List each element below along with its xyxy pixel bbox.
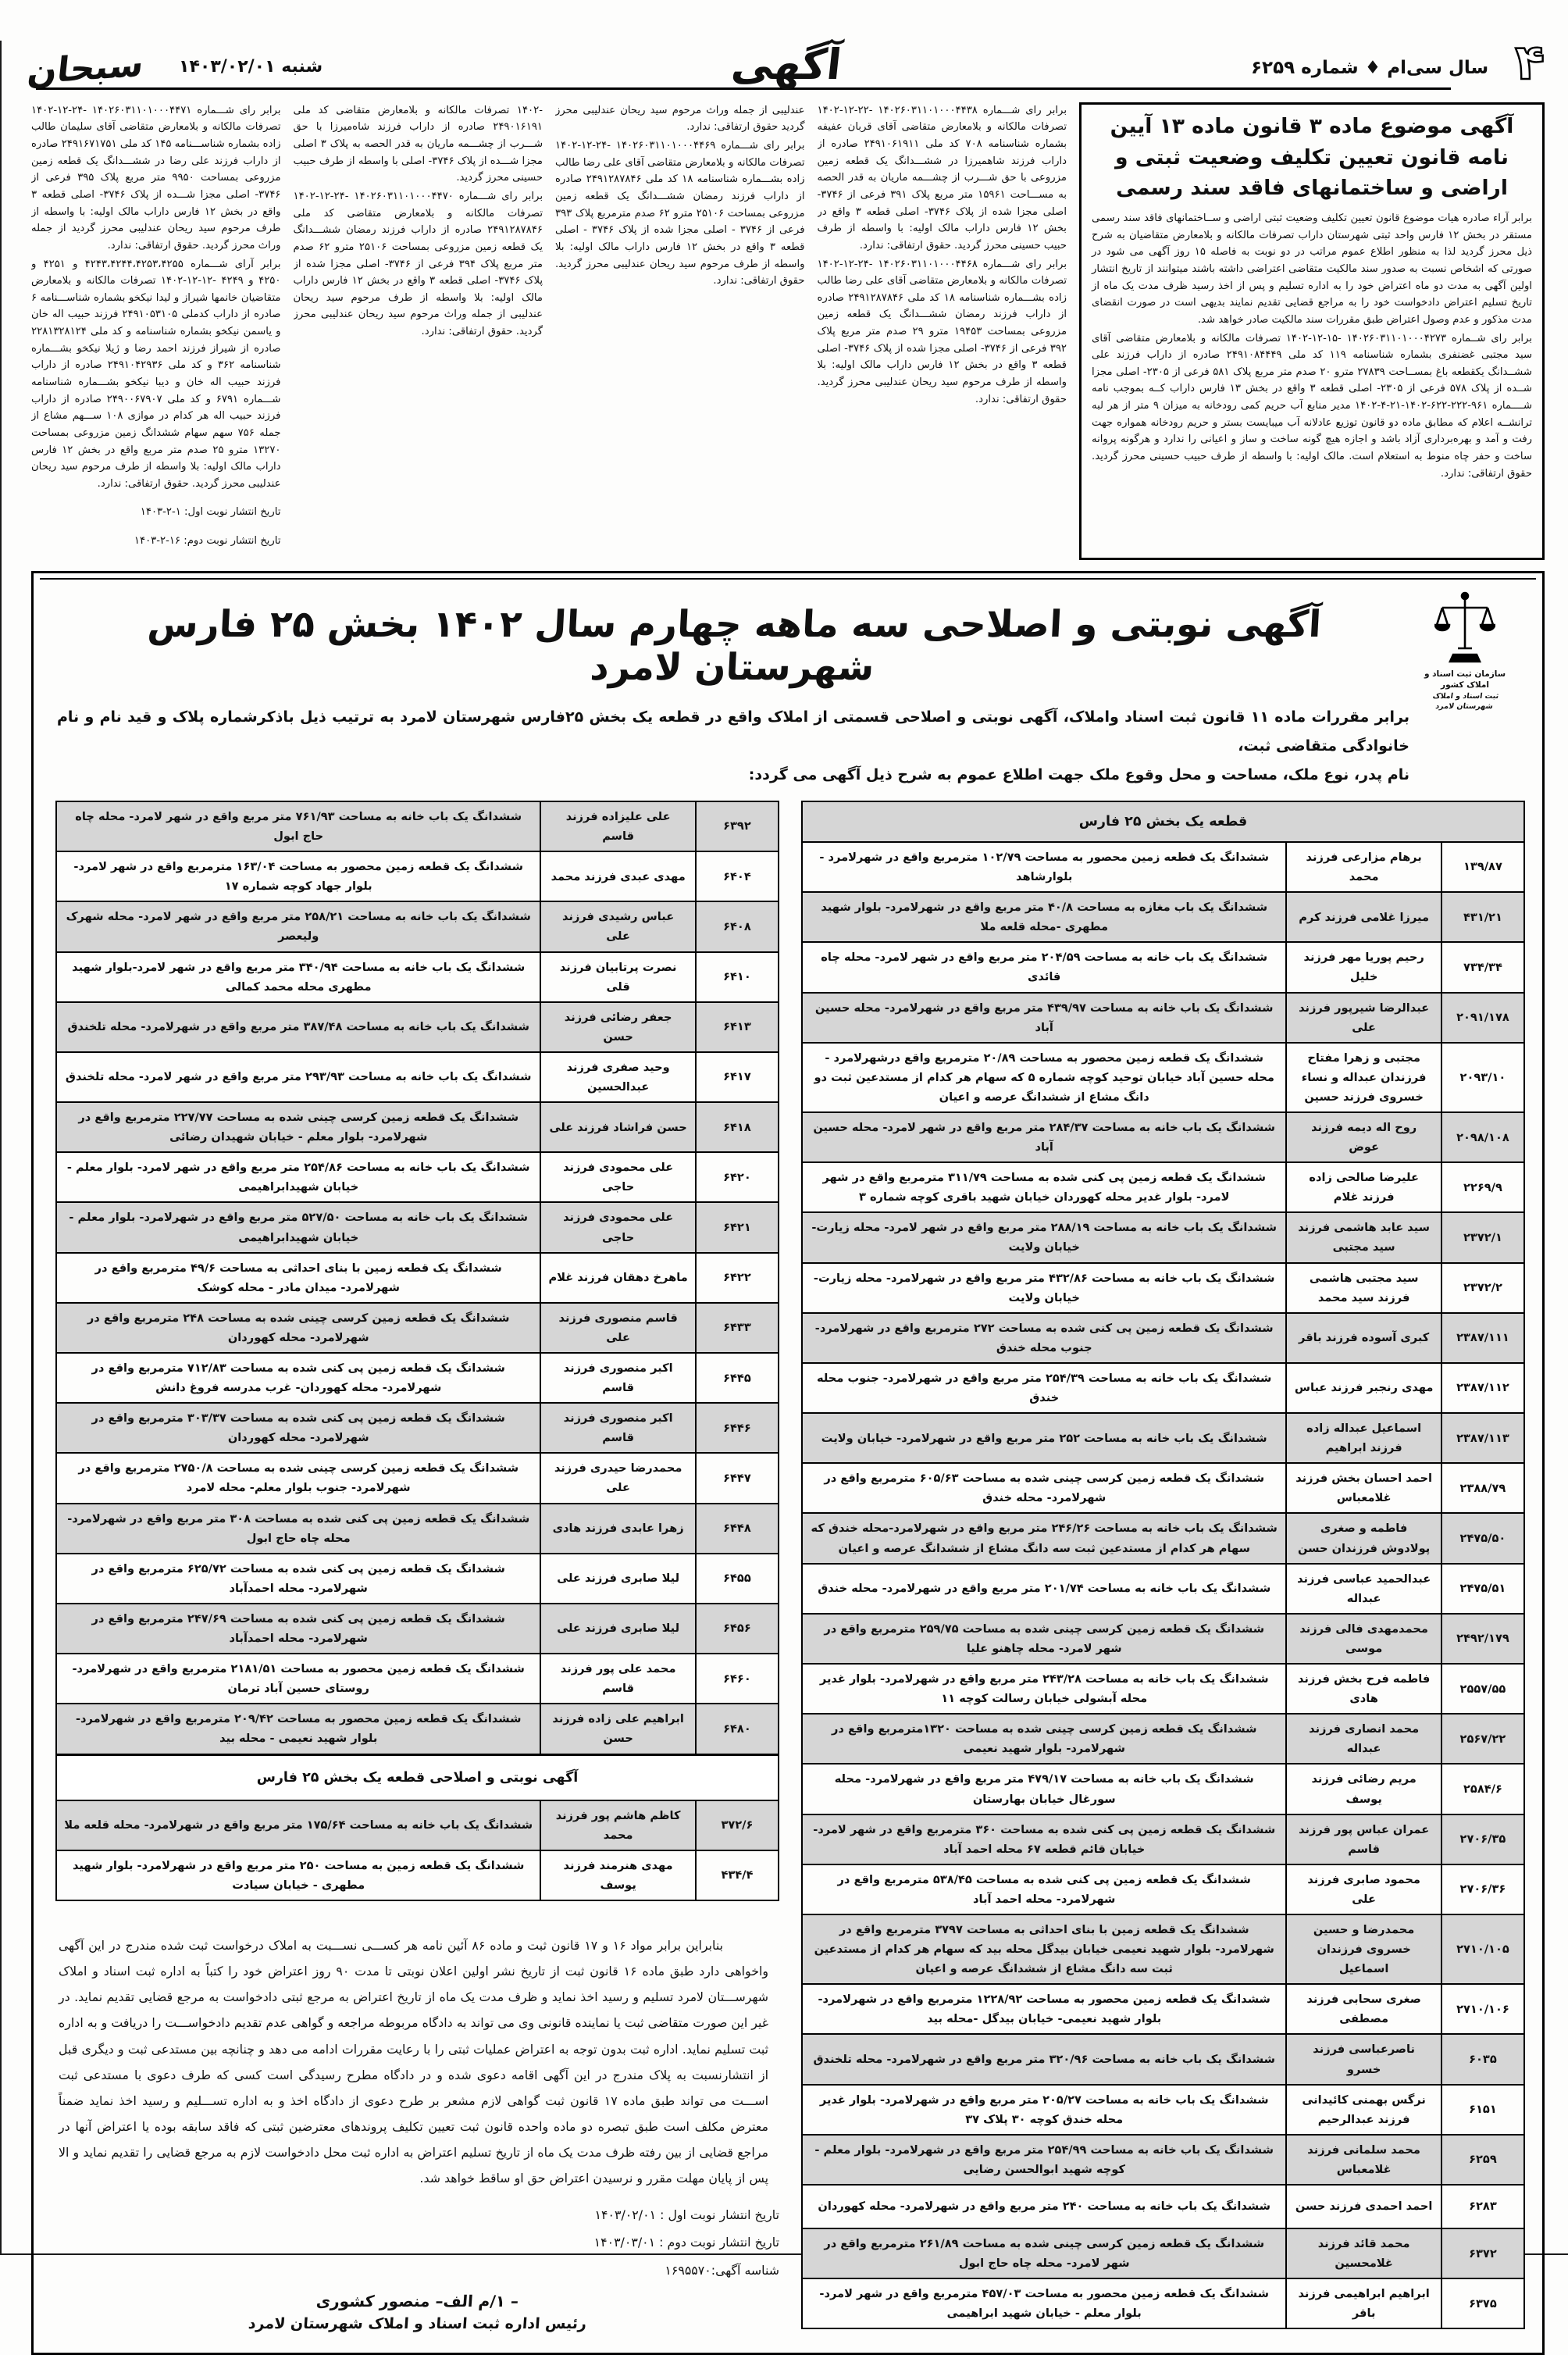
owner-name-cell: کاظم هاشم پور فرزند محمد — [540, 1801, 694, 1850]
darab-notices-section — [31, 102, 1545, 560]
owner-name-cell: سید عابد هاشمی فرزند سید مجتبی — [1285, 1213, 1440, 1261]
owner-name-cell: عبدالرضا شیرپور فرزند علی — [1285, 994, 1440, 1042]
table-row — [803, 1213, 1523, 1263]
left-table-body — [57, 802, 778, 1755]
plot-number-cell: ۲۴۷۵/۵۰ — [1441, 1514, 1523, 1562]
notice-box — [1079, 102, 1545, 560]
paper-logo: سبحان — [25, 45, 146, 93]
table-row — [57, 1604, 778, 1654]
table-row — [57, 1851, 778, 1900]
darab-pub-date-2: تاریخ انتشار نوبت دوم: ۱۶-۲-۱۴۰۳ — [134, 534, 281, 547]
notice-paragraph: عندلیبی از جمله وراث مرحوم سید ریحان عندلیبی محرز گردید حقوق ارتفاقی: ندارد. — [555, 104, 805, 134]
owner-name-cell: میرزا غلامی فرزند کرم — [1285, 893, 1440, 941]
plot-desc-cell: ششدانگ یک قطعه زمین به مساحت ۲۵۰ متر مربع واقع در شهرلامرد- بلوار شهید مطهری - خیابان سیادت — [73, 1858, 525, 1892]
plot-desc-cell: ششدانگ یک قطعه زمین پی کنی شده به مساحت ۳۰۸ متر مربع واقع در شهرلامرد- محله چاه حاج ابول — [67, 1511, 530, 1545]
plot-number-cell: ۲۳۸۸/۷۹ — [1441, 1464, 1523, 1512]
plot-number-cell: ۲۲۶۹/۹ — [1441, 1163, 1523, 1211]
owner-name-cell: ابراهیم ابراهیمی فرزند باقر — [1285, 2279, 1440, 2328]
owner-name-cell: مهدی هنرمند فرزند یوسف — [540, 1851, 694, 1900]
plot-desc-cell: ششدانگ یک قطعه زمین محصور به مساحت ۲۱۸۱/۵۱ مترمربع واقع در شهرلامرد- روستای حسین آباد ترمان — [72, 1662, 525, 1696]
plot-desc-cell: ششدانگ یک قطعه زمین محصور به مساحت ۱۰۲/۷۹ مترمربع واقع در شهرلامرد - بلوارشاهد — [819, 850, 1269, 884]
table-row — [803, 1985, 1523, 2035]
notice-paragraph: برابر رای شـــماره ۱۴۰۲۶۰۳۱۱۰۱۰۰۰۴۴۷۰ -۲۴-۱۲-۱۴۰۲ تصرفات مالکانه و بلامعارض متقاضی کد ملی ۲۴۹۱۲۸۷۸۴۶ صادره از داراب فرزند رمضان ششـــدانگ یک قطعه زمین مزروعی بمساحت ۲۵۱۰۶ مترو ۶۲ صدم متر مربع پلاک ۳۹۴ فرعی از ۳۷۴۶- اصلی مجزا شده از پلاک ۳۷۴۶- اصلی قطعه ۳ واقع در بخش ۱۲ فارس داراب مالک اولیه: بلا واسطه از طرف مرحوم سید ریحان عندلیبی از جمله وراث مرحوم سید ریحان عندلیبی محرز گردید. حقوق ارتفاقی: ندارد. — [293, 191, 543, 338]
plot-number-cell: ۶۴۱۳ — [695, 1003, 778, 1051]
owner-name-cell: صغری سحابی فرزند مصطفی — [1285, 1985, 1440, 2033]
page-header — [25, 34, 1545, 93]
date-label: شنبه ۱۴۰۳/۰۲/۰۱ — [179, 56, 323, 77]
table-row — [57, 1354, 778, 1404]
owner-name-cell: محمدمهدی فالی فرزند موسی — [1285, 1615, 1440, 1663]
notice-paragraph: برابر رای شـــماره ۱۴۰۲۶۰۳۱۱۰۱۰۰۰۴۴۷۱ -۲۴-۱۲-۱۴۰۲ تصرفات مالکانه و بلامعارض متقاضی آقای سلیمان طالب زاده بشماره شناســـنامه ۱۴۵ کد ملی ۲۴۹۱۶۷۱۷۵۱ صادره از داراب فرزند علی رضا در ششـــدانگ یک قطعه زمین مزروعی بمساحت ۹۹۵۰ متر مربع پلاک ۳۹۵ فرعی از ۳۷۴۶- اصلی مجزا شـــده از پلاک ۳۷۴۶- اصلی قطعه ۳ واقع در بخش ۱۲ فارس داراب مالک اولیه: با واسطه از طرف مرحوم سید ریحان عندلیبی محرز گردید از جمله وراث محرز گردید. حقوق ارتفاقی: ندارد. — [31, 104, 281, 252]
plot-number-cell: ۱۳۹/۸۷ — [1441, 843, 1523, 891]
plot-number-cell: ۲۴۹۲/۱۷۹ — [1441, 1615, 1523, 1663]
owner-name-cell: نرگس بهمنی کائیدانی فرزند عبدالرحیم — [1285, 2086, 1440, 2134]
table-row — [803, 1514, 1523, 1564]
table-row — [803, 1414, 1523, 1464]
plot-number-cell: ۶۴۶۰ — [695, 1654, 778, 1703]
plot-number-cell: ۲۳۸۷/۱۱۳ — [1441, 1414, 1523, 1462]
plot-number-cell: ۶۳۹۲ — [695, 802, 778, 851]
plot-number-cell: ۶۴۲۱ — [695, 1203, 778, 1251]
owner-name-cell: عبدالحمید عباسی فرزند عبداله — [1285, 1565, 1440, 1613]
owner-name-cell: محمدرضا و حسین خسروی فرزندان اسماعیل — [1285, 1915, 1440, 1983]
plot-number-cell: ۶۴۱۸ — [695, 1103, 778, 1151]
plot-desc-cell: ششدانگ یک قطعه زمین کرسی چینی شده به مساحت ۲۲۷/۷۷ مترمربع واقع در شهرلامرد- بلوار معلم - خیابان شهیدان رضائی — [78, 1111, 519, 1144]
owner-name-cell: احمد احمدی فرزند حسن — [1285, 2186, 1440, 2228]
owner-name-cell: عباس رشیدی فرزند علی — [540, 902, 694, 951]
plot-number-cell: ۲۴۷۵/۵۱ — [1441, 1565, 1523, 1613]
plot-number-cell: ۶۴۴۵ — [695, 1354, 778, 1402]
plot-number-cell: ۶۴۵۵ — [695, 1554, 778, 1603]
plot-desc-cell: ششدانگ یک قطعه زمین کرسی چینی شده به مساحت ۶۰۵/۶۳ مترمربع واقع در شهرلامرد- محله خندق — [824, 1472, 1265, 1505]
notice-paragraph: -۱۴۰۲ تصرفات مالکانه و بلامعارض متقاضی کد ملی ۲۴۹۰۱۶۱۹۱ صادره از داراب فرزند شاه‌میرزا با حق شـــرب از چشـــمه ماریان به قدر الحصه به پلاک ۳ اصلی مجزا شـــده از پلاک ۳۷۴۶- اصلی با واسطه از طرف حبیب حسینی محرز گردید. — [293, 104, 543, 184]
table-row — [803, 2086, 1523, 2136]
table-row — [803, 1314, 1523, 1364]
table-row — [57, 1103, 778, 1153]
plots-tables — [34, 796, 1542, 2332]
plot-desc-cell: ششدانگ یک باب خانه به مساحت ۲۵۲ متر مربع واقع در شهرلامرد- خیابان ولایت — [821, 1431, 1267, 1445]
notice-paragraph: برابر رای شـــماره ۱۴۰۲۶۰۳۱۱۰۱۰۰۰۴۴۳۸ -۲۲-۱۲-۱۴۰۲ تصرفات مالکانه و بلامعارض متقاضی آقای قربان عفیفه بشماره شناسنامه ۷۰۸ کد ملی ۲۴۹۱۰۶۱۹۱۱ صادره از داراب فرزند شاهمیرزا در ششـــدانگ یک قطعه زمین مزروعی با حق شـــرب از چشـــمه ماریان به قدر الحصه به مســـاحت ۱۵۹۶۱ متر مربع پلاک ۳۹۱ فرعی از ۳۷۴۶- اصلی مجزا شده از پلاک ۳۷۴۶- اصلی قطعه ۳ واقع در بخش ۱۲ فارس داراب مالک اولیه: با واسطه از طرف حبیب حسینی محرز گردید. حقوق ارتفاقی: ندارد. — [817, 104, 1067, 252]
notice-paragraph: برابر رای شـــماره ۱۴۰۲۶۰۳۱۱۰۱۰۰۰۴۴۶۹ -۲۴-۱۲-۱۴۰۲ تصرفات مالکانه و بلامعارض متقاضی آقای علی رضا طالب زاده بشـــماره شناسنامه ۱۸ کد ملی ۲۴۹۱۲۸۷۸۴۶ صادره از داراب فرزند رمضان ششـــدانگ یک قطعه زمین مزروعی بمساحت ۲۵۱۰۶ مترو ۶۲ صدم مترمربع پلاک ۳۹۳ فرعی از ۳۷۴۶ - اصلی مجزا شده از پلاک ۳۷۴۶ - اصلی قطعه ۳ واقع در بخش ۱۲ فارس داراب مالک اولیه: بلا واسطه از طرف مرحوم سید ریحان عندلیبی محرز گردید. حقوق ارتفاقی: ندارد. — [555, 140, 805, 287]
table-row — [803, 994, 1523, 1044]
plot-number-cell: ۴۳۱/۲۱ — [1441, 893, 1523, 941]
plot-desc-cell: ششدانگ یک باب مغازه به مساحت ۴۰/۸ متر مربع واقع در شهرلامرد- بلوار شهید مطهری -محله قلعه ملا — [821, 901, 1268, 934]
left-table-half — [55, 801, 779, 2332]
title-band — [34, 580, 1542, 712]
plot-desc-cell: ششدانگ یک قطعه زمین کرسی چینی شده به مساحت ۲۷۵۰/۸ مترمربع واقع در شهرلامرد- جنوب بلوار معلم- محله لامرد — [78, 1461, 519, 1495]
owner-name-cell: قاسم منصوری فرزند علی — [540, 1304, 694, 1352]
notice-paragraph: برابر آرای شـــماره ۴۲۴۳،۴۲۴۴،۴۲۵۳،۴۲۵۵ و ۴۲۵۱ و ۴۲۵۰ و ۴۲۴۹ -۱۲-۱۲-۱۴۰۲ تصرفات مالکانه و بلامعارض متقاضیان خانمها شیراز و لیدا نیکخو بشماره شناســـنامه ۶ صادره از داراب کدملی ۲۴۹۱۰۵۳۱۰۵ فرزند حبیب اله خان و یاسمن نیکخو بشماره شناسنامه و کد ملی ۲۲۸۱۳۲۸۱۲۴ صادره از شیراز فرزند احمد رضا و ژیلا نیکخو بشـــماره شناسنامه ۳۶۲ و کد ملی ۲۴۹۱۰۴۲۹۳۶ صادره از داراب فرزند حبیب اله خان و دیبا نیکخو بشـــماره شناسنامه شـــماره ۶۷۹۱ و کد ملی ۲۴۹۰۰۶۷۹۰۷ صادره از داراب فرزند حبیب اله هر کدام در موازی ۱۰۸ ســـهم مشاع از جمله ۷۵۶ سهم سهام ششدانگ زمین مزروعی بمساحت ۱۳۲۷۰ مترو ۲۵ صدم متر مربع واقع در بخش ۱۲ فارس داراب مالک اولیه: بلا واسطه از طرف مرحوم سید ریحان عندلیبی محرز گردید. حقوق ارتفاقی: ندارد. — [31, 258, 281, 490]
owner-name-cell: سید مجتبی هاشمی فرزند سید محمد — [1285, 1264, 1440, 1312]
table-row — [803, 1364, 1523, 1414]
owner-name-cell: احمد احسان بخش فرزند غلامعباس — [1285, 1464, 1440, 1512]
plot-number-cell: ۲۷۱۰/۱۰۵ — [1441, 1915, 1523, 1983]
table-row — [803, 1665, 1523, 1715]
notice-box-title: آگهی موضوع ماده ۳ قانون ماده ۱۳ آیین نامه قانون تعیین تکلیف وضعیت ثبتی و اراضی و ساختمانهای فاقد سند رسمی — [1110, 113, 1514, 201]
plot-desc-cell: ششدانگ یک باب خانه به مساحت ۲۰۵/۲۷ متر مربع واقع در شهرلامرد- بلوار غدیر محله خندق کوچه ۳۰ پلاک ۳۷ — [819, 2093, 1269, 2126]
plot-number-cell: ۶۴۴۸ — [695, 1504, 778, 1553]
plot-number-cell: ۲۳۷۲/۲ — [1441, 1264, 1523, 1312]
owner-name-cell: فاطمه و صغری پولادوش فرزندان حسن — [1285, 1514, 1440, 1562]
notice-column-3 — [294, 102, 543, 560]
plot-desc-cell: ششدانگ یک باب خانه به مساحت ۴۳۲/۸۶ متر مربع واقع در شهرلامرد- محله زیارت- خیابان ولایت — [813, 1271, 1275, 1304]
table-row — [803, 943, 1523, 993]
owner-name-cell: عمران عباس پور فرزند قاسم — [1285, 1815, 1440, 1864]
plot-desc-cell: ششدانگ یک باب خانه به مساحت ۲۰۱/۷۴ متر مربع واقع در شهرلامرد- محله خندق — [818, 1582, 1271, 1596]
intro-line-1: برابر مقررات ماده ۱۱ قانون ثبت اسناد واملاک، آگهی نوبتی و اصلاحی قسمتی از املاک واقع در قطعه یک بخش ۲۵فارس شهرستان لامرد به ترتیب ذیل باذکرشماره پلاک و قید نام و نام خانوادگی متقاضی ثبت، — [57, 708, 1409, 755]
owner-name-cell: لیلا صابری فرزند علی — [540, 1604, 694, 1653]
table-row — [803, 2279, 1523, 2328]
plot-number-cell: ۴۳۴/۴ — [695, 1851, 778, 1900]
page-number: ۴ — [1515, 34, 1545, 91]
table-row — [803, 1815, 1523, 1865]
plot-number-cell: ۲۷۰۶/۳۶ — [1441, 1865, 1523, 1914]
plot-desc-cell: ششدانگ یک باب خانه به مساحت ۲۴۰ متر مربع واقع در شهرلامرد- محله کهوردان — [818, 2200, 1271, 2214]
scales-of-justice-icon — [1434, 591, 1495, 665]
plot-desc-cell: ششدانگ یک باب خانه به مساحت ۲۰۴/۵۹ متر مربع واقع در شهر لامرد- محله چاه قائدی — [821, 951, 1268, 984]
plot-desc-cell: ششدانگ یک باب خانه به مساحت ۲۵۴/۸۶ متر مربع واقع در شهر لامرد- بلوار معلم - خیابان شهیدابراهیمی — [66, 1161, 530, 1194]
table-row — [57, 1153, 778, 1203]
signature-title: رئیس اداره ثبت اسناد و املاک شهرستان لامرد — [248, 2315, 587, 2333]
ad-id: شناسه آگهی:۱۶۹۵۵۷۰ — [665, 2262, 779, 2278]
table-row — [803, 1163, 1523, 1213]
table-row — [57, 953, 778, 1003]
left-table-body-2 — [57, 1801, 778, 1900]
closing-paragraph: بنابراین برابر مواد ۱۶ و ۱۷ قانون ثبت و ماده ۸۶ آئین نامه هر کســـی نســـبت به املاک درخواست ثبت شده مندرج در این آگهی واخواهی دارد طبق ماده ۱۶ قانون ثبت از تاریخ نشر اولین اعلان نوبتی تا مدت ۹۰ روز اعتراض خود را کتباً به اداره ثبت اسناد و املاک شهرســـتان لامرد تسلیم و رسید اخذ نماید و ظرف مدت یک ماه از تاریخ اعتراض به مرجع ثبتی دادخواست به مرجع قضایی تقدیم نماید. در غیر این صورت متقاضی ثبت یا نماینده قانونی وی می تواند به دادگاه مربوطه مراجعه و گواهی عدم تقدیم دادخواســـت را دریافت و به اداره ثبت تسلیم نماید. اداره ثبت بدون توجه به اعتراض عملیات ثبتی را با رعایت مقررات ادامه می دهد و چنانچه بین مستدعی ثبت و دیگری قبل از انتشارنسبت به پلاک مندرج در این آگهی اقامه دعوی شده و در دادگاه مطرح رسیدگی است کسی که طرف دعوی با مستدعی ثبت اســـت می تواند طبق ماده ۱۷ قانون ثبت گواهی لازم مشعر بر طرح دعوی از دادگاه اخذ و به اداره تســـلیم و رسید اخذ نماید ضمناً معترض مکلف است طبق تبصره دو ماده واحده قانون ثبت تعیین تکلیف پروندهای معترضین ثبتی که فاقد سابقه بوده یا اعتراض آنها در مراجع قضایی از بین رفته ظرف مدت یک ماه از تاریخ تسلیم اعتراض به اداره ثبت محل دادخواست لازم به مرجع قضایی را تقدیم نماید و الا پس از پایان مهلت مقرر و نرسیدن اعتراض حق او ساقط خواهد شد. — [59, 1937, 768, 2186]
plot-desc-cell: ششدانگ یک باب خانه به مساحت ۳۴۰/۹۴ متر مربع واقع در شهر لامرد-بلوار شهید مطهری محله محمد کمالی — [72, 960, 526, 994]
owner-name-cell: محمد انصاری فرزند عبداله — [1285, 1715, 1440, 1763]
plot-desc-cell: ششدانگ یک باب خانه به مساحت ۲۴۳/۲۸ متر مربع واقع در شهرلامرد- بلوار غدیر محله آبشولی خیابان رسالت کوچه ۱۱ — [819, 1672, 1269, 1706]
plot-number-cell: ۶۴۰۴ — [695, 852, 778, 901]
org-name-line: سازمان ثبت اسناد و املاک کشور — [1424, 669, 1506, 690]
right-table-half — [801, 801, 1525, 2329]
plot-desc-cell: ششدانگ یک قطعه زمین پی کنی شده به مساحت ۲۴۷/۶۹ مترمربع واقع در شهرلامرد- محله احمدآباد — [91, 1611, 505, 1646]
org-branch-line: ثبت اسناد و املاک شهرستان لامرد — [1432, 692, 1499, 712]
owner-name-cell: محمود صابری فرزند علی — [1285, 1865, 1440, 1914]
plot-desc-cell: ششدانگ یک قطعه زمین پی کنی شده به مساحت ۶۲۵/۷۲ مترمربع واقع در شهرلامرد- محله احمدآباد — [91, 1561, 505, 1595]
header-right — [1251, 34, 1545, 91]
plot-number-cell: ۲۳۸۷/۱۱۲ — [1441, 1364, 1523, 1412]
owner-name-cell: رحیم پوریا مهر فرزند خلیل — [1285, 943, 1440, 991]
owner-name-cell: علی محمودی فرزند حاجی — [540, 1203, 694, 1251]
plot-number-cell: ۶۱۵۱ — [1441, 2086, 1523, 2134]
newspaper-page — [0, 34, 1568, 2333]
plot-number-cell: ۶۴۲۲ — [695, 1254, 778, 1302]
plot-desc-cell: ششدانگ یک قطعه زمین کرسی چینی شده به مساحت ۲۵۹/۷۵ مترمربع واقع در شهر لامرد- محله چاهنو علیا — [824, 1622, 1265, 1655]
plot-number-cell: ۶۴۴۷ — [695, 1454, 778, 1502]
plot-number-cell: ۷۳۴/۳۴ — [1441, 943, 1523, 991]
table-row — [57, 1254, 778, 1304]
notice-column-1 — [818, 102, 1067, 560]
plot-desc-cell: ششدانگ یک باب خانه به مساحت ۲۹۳/۹۳ متر مربع واقع در شهر لامرد- محله تلخندق — [65, 1070, 532, 1084]
plot-number-cell: ۲۵۵۷/۵۵ — [1441, 1665, 1523, 1713]
table-row — [57, 1454, 778, 1504]
table-row — [57, 1053, 778, 1103]
table-row — [803, 893, 1523, 943]
table-row — [803, 1044, 1523, 1113]
notice-paragraph: برابر رای شـــماره ۱۴۰۲۶۰۳۱۱۰۱۰۰۰۴۴۶۸ -۲۴-۱۲-۱۴۰۲ تصرفات مالکانه و بلامعارض متقاضی آقای علی رضا طالب زاده بشـــماره شناسنامه ۱۸ کد ملی ۲۴۹۱۲۸۷۸۴۶ صادره از داراب فرزند رمضان ششـــدانگ یک قطعه زمین مزروعی بمساحت ۱۹۴۵۳ مترو ۲۹ صدم متر مربع پلاک ۳۹۲ فرعی از ۳۷۴۶- اصلی مجزا شده از پلاک ۳۷۴۶- اصلی قطعه ۳ واقع در بخش ۱۲ فارس داراب مالک اولیه: بلا واسطه از طرف مرحوم سید ریحان عندلیبی محرز گردید. حقوق ارتفاقی: ندارد. — [817, 258, 1067, 405]
plot-number-cell: ۲۰۹۱/۱۷۸ — [1441, 994, 1523, 1042]
owner-name-cell: فاطمه فرح بخش فرزند هادی — [1285, 1665, 1440, 1713]
table-row — [803, 1915, 1523, 1985]
plot-desc-cell: ششدانگ یک قطعه زمین پی کنی شده به مساحت ۲۷۲ مترمربع واقع در شهرلامرد- جنوب محله خندق — [814, 1321, 1274, 1354]
plot-number-cell: ۶۲۵۹ — [1441, 2136, 1523, 2184]
notice-paragraph: برابر آراء صادره هیات موضوع قانون تعیین تکلیف وضعیت ثبتی اراضی و ســاختمانهای فاقد سند رسمی مستقر در بخش ۱۲ فارس واحد ثبتی شهرستان داراب تصرفات مالکانه و بلامعارض متقاضیان به شرح ذیل محرز گردید لذا به منظور اطلاع عموم مراتب در دو نوبت به فاصله ۱۵ روز آگهی می شود در صورتی که اشخاص نسبت به صدور سند مالکیت متقاضی اعتراضی داشته باشند میتوانند از تاریخ انتشار اولین آگهی به مدت دو ماه اعتراض خود را به اداره تسلیم و پس از اخذ رسید ظرف مدت یک ماه از تاریخ تسلیم اعتراض دادخواست خود را به مراجع قضایی تقدیم نمایند بدیهی است در صورت انقضای مدت مذکور و عدم وصول اعتراض طبق مقررات سند مالکیت صادر خواهد شد. — [1092, 212, 1532, 326]
notice-paragraph: برابر رای شــماره ۱۴۰۲۶۰۳۱۱۰۱۰۰۰۴۲۷۳ -۱۵-۱۲-۱۴۰۲ تصرفات مالکانه و بلامعارض متقاضی آقای سید مجتبی غضنفری بشماره شناسنامه ۱۱۹ کد ملی ۲۴۹۱۰۸۴۴۴۹ صادره از داراب فرزند علی ششــدانگ یکقطعه باغ بمســاحت ۲۷۸۳۹ مترو ۲۰ صدم متر مربع پلاک ۵۸۱ فرعی از ۲۳۰۵- اصلی مجزا شــده از پلاک ۵۷۸ فرعی از ۲۳۰۵- اصلی قطعه ۳ واقع در بخش ۱۳ فارس داراب کــه بموجب نامه شــــماره ۹۶۱-۲۲۲-۶۲۲-۱۴۰۲-۲۱-۴-۱۴۰۲ مدیر منابع آب حریم کمی رودخانه به میزان ۹ متر از هر لبه ترانشــه اعلام که مطابق ماده دو قانون توزیع عادلانه آب میبایست بستر و حریم رودخانه همواره جهت رفت و آمد و بهره‌برداری آزاد باشد و اجازه هیچ گونه ساخت و ساز و اعیانی را ندارد و هرگونه پروانه ساخت و حفر چاه منوط به استعلام است. مالک اولیه: با واسطه از طرف حبیب حسینی محرز گردید. حقوق ارتفاقی: ندارد. — [1092, 332, 1533, 480]
main-title: آگهی نوبتی و اصلاحی سه ماهه چهارم سال ۱۴۰۲ بخش ۲۵ فارس شهرستان لامرد — [146, 602, 1323, 689]
owner-name-cell: ناصرعباسی فرزند خسرو — [1285, 2035, 1440, 2083]
table-row — [57, 1304, 778, 1354]
table-row — [803, 2035, 1523, 2085]
owner-name-cell: علی علیزاده فرزند قاسم — [540, 802, 694, 851]
notice-column-4 — [31, 102, 281, 560]
plot-desc-cell: ششدانگ یک قطعه زمین با بنای احداثی به مساحت ۳۷۹۷ مترمربع واقع در شهرلامرد- بلوار شهید نعیمی خیابان بیدگل محله بید که سهام هر کدام از مستدعین ثبت سه دانگ مشاع از ششدانگ عرصه و اعیان — [814, 1922, 1274, 1976]
table-row — [57, 852, 778, 902]
table-row — [57, 1203, 778, 1253]
plot-number-cell: ۶۰۳۵ — [1441, 2035, 1523, 2083]
plot-number-cell: ۶۲۸۳ — [1441, 2186, 1523, 2228]
owner-name-cell: مریم رضائی فرزند یوسف — [1285, 1764, 1440, 1813]
owner-name-cell: اکبر منصوری فرزند قاسم — [540, 1354, 694, 1402]
table-row — [803, 1865, 1523, 1915]
table-row — [57, 1003, 778, 1053]
owner-name-cell: مجتبی و زهرا مفتاح فرزندان عبداله و نساء خسروی فرزند حسین — [1285, 1044, 1440, 1111]
plot-number-cell: ۶۴۱۰ — [695, 953, 778, 1001]
plot-desc-cell: ششدانگ یک قطعه زمین پی کنی شده به مساحت ۳۰۳/۳۷ مترمربع واقع در شهرلامرد- محله کهوردان — [91, 1411, 505, 1445]
table-row — [57, 1504, 778, 1554]
owner-name-cell: محمد سلمانی فرزند غلامعباس — [1285, 2136, 1440, 2184]
right-table-body — [803, 843, 1523, 2328]
owner-name-cell: حسن فراشاد فرزند علی — [540, 1103, 694, 1151]
plot-desc-cell: ششدانگ یک باب خانه به مساحت ۷۶۱/۹۳ متر مربع واقع در شهر لامرد- محله چاه حاج ابول — [75, 809, 522, 844]
table-row — [803, 843, 1523, 893]
plot-desc-cell: ششدانگ یک باب خانه به مساحت ۲۵۴/۳۹ متر مربع واقع در شهرلامرد- جنوب محله خندق — [817, 1371, 1272, 1404]
plot-number-cell: ۶۴۵۶ — [695, 1604, 778, 1653]
intro-text — [34, 690, 1542, 796]
plot-desc-cell: ششدانگ یک قطعه زمین با بنای احداثی به مساحت ۴۹/۶ مترمربع واقع در شهرلامرد- میدان مادر - محله کوشک — [94, 1261, 502, 1294]
right-table — [801, 801, 1525, 2329]
table-row — [803, 2136, 1523, 2186]
table-row — [57, 1801, 778, 1851]
left-table-subheader: آگهی نوبتی و اصلاحی قطعه یک بخش ۲۵ فارس — [57, 1755, 778, 1801]
notice-box-body — [1092, 210, 1532, 482]
owner-name-cell: زهرا عابدی فرزند هادی — [540, 1504, 694, 1553]
plot-number-cell: ۲۰۹۸/۱۰۸ — [1441, 1113, 1523, 1161]
plot-desc-cell: ششدانگ یک قطعه زمین پی کنی شده به مساحت ۵۳۸/۴۵ مترمربع واقع در شهرلامرد- محله احمد آباد — [837, 1872, 1251, 1906]
notice-column-2 — [555, 102, 805, 560]
header-left — [25, 45, 323, 93]
plot-desc-cell: ششدانگ یک باب خانه به مساحت ۲۸۸/۱۹ متر مربع واقع در شهر لامرد- محله زیارت- خیابان ولایت — [811, 1221, 1278, 1254]
plot-desc-cell: ششدانگ یک قطعه زمین کرسی چینی شده به مساحت ۲۶۱/۸۹ مترمربع واقع در شهر لامرد- محله چاه حاج ابول — [824, 2237, 1265, 2271]
plot-desc-cell: ششدانگ یک باب خانه به مساحت ۳۸۷/۴۸ متر مربع واقع در شهرلامرد- محله تلخندق — [67, 1020, 529, 1034]
owner-name-cell: محمدرضا حیدری فرزند علی — [540, 1454, 694, 1502]
owner-name-cell: علیرضا صالحی زاده فرزند غلام — [1285, 1163, 1440, 1211]
plot-desc-cell: ششدانگ یک باب خانه به مساحت ۲۵۸/۲۱ متر مربع واقع در شهر لامرد- محله شهرک ولیعصر — [66, 910, 531, 944]
plot-number-cell: ۳۷۲/۶ — [695, 1801, 778, 1850]
publication-dates — [55, 2201, 779, 2285]
plot-number-cell: ۲۷۱۰/۱۰۶ — [1441, 1985, 1523, 2033]
plot-number-cell: ۶۴۲۰ — [695, 1153, 778, 1201]
plot-desc-cell: ششدانگ یک باب خانه به مساحت ۳۲۰/۹۶ متر مربع واقع در شهرلامرد- محله تلخندق — [813, 2052, 1275, 2066]
owner-name-cell: اکبر منصوری فرزند قاسم — [540, 1404, 694, 1452]
plot-desc-cell: ششدانگ یک قطعه زمین پی کنی شده به مساحت ۷۱۲/۸۳ مترمربع واقع در شهرلامرد- محله کهوردان- غرب مدرسه فروغ دانش — [91, 1361, 505, 1395]
table-row — [57, 1704, 778, 1754]
plot-desc-cell: ششدانگ یک قطعه زمین کرسی چینی شده به مساحت ۲۴۸ مترمربع واقع در شهرلامرد- محله کهوردان — [87, 1311, 510, 1344]
owner-name-cell: مهدی رنجبر فرزند عباس — [1285, 1364, 1440, 1412]
owner-name-cell: لیلا صابری فرزند علی — [540, 1554, 694, 1603]
plot-desc-cell: ششدانگ یک قطعه زمین پی کنی شده به مساحت ۳۱۱/۷۹ مترمربع واقع در شهر لامرد- بلوار غدیر محله کهوردان خیابان شهید باقری کوچه شماره ۳ — [822, 1171, 1266, 1204]
table-row — [803, 1113, 1523, 1163]
plot-number-cell: ۲۳۸۷/۱۱۱ — [1441, 1314, 1523, 1362]
owner-name-cell: محمد قائد فرزند غلامحسین — [1285, 2229, 1440, 2278]
left-table — [55, 801, 779, 1901]
notice-column-4-body — [31, 102, 281, 493]
owner-name-cell: برهام مزارعی فرزند محمد — [1285, 843, 1440, 891]
plot-desc-cell: ششدانگ یک قطعه زمین محصور به مساحت ۴۵۷/۰۳ مترمربع واقع در شهر لامرد- بلوار معلم - خیابان شهید ابراهیمی — [819, 2287, 1269, 2321]
intro-line-2: نام پدر، نوع ملک، مساحت و محل وقوع ملک جهت اطلاع عموم به شرح ذیل آگهی می گردد: — [748, 765, 1409, 783]
table-row — [803, 1615, 1523, 1665]
plot-number-cell: ۲۵۶۷/۲۲ — [1441, 1715, 1523, 1763]
plot-desc-cell: ششدانگ یک باب خانه به مساحت ۲۵۴/۹۹ متر مربع واقع در شهرلامرد- بلوار معلم - کوچه شهید ابوالحسن رضایی — [814, 2143, 1274, 2176]
plot-desc-cell: ششدانگ یک قطعه زمین محصور به مساحت ۲۰۹/۴۲ مترمربع واقع در شهرلامرد- بلوار شهید نعیمی - محله بید — [75, 1712, 522, 1746]
right-table-header: قطعه یک بخش ۲۵ فارس — [803, 802, 1523, 843]
plot-number-cell: ۶۴۱۷ — [695, 1053, 778, 1101]
plot-desc-cell: ششدانگ یک قطعه زمین محصور به مساحت ۱۲۲۸/۹۲ مترمربع واقع در شهرلامرد- بلوار شهید نعیمی- خیابان بیدگل -محله بید — [818, 1993, 1270, 2026]
owner-name-cell: اسماعیل عبداله زاده فرزند ابراهیم — [1285, 1414, 1440, 1462]
table-row — [57, 1654, 778, 1704]
owner-name-cell: کبری آسوده فرزند باقر — [1285, 1314, 1440, 1362]
section-title: آگهی — [729, 40, 845, 90]
owner-name-cell: وحید صفری فرزند عبدالحسین — [540, 1053, 694, 1101]
owner-name-cell: علی محمودی فرزند حاجی — [540, 1153, 694, 1201]
plot-desc-cell: ششدانگ یک باب خانه به مساحت ۴۳۹/۹۷ متر مربع واقع در شهرلامرد- محله حسین آباد — [814, 1001, 1274, 1034]
plot-number-cell: ۲۰۹۳/۱۰ — [1441, 1044, 1523, 1111]
owner-name-cell: مهدی عبدی فرزند محمد — [540, 852, 694, 901]
owner-name-cell: محمد علی پور فرزند قاسم — [540, 1654, 694, 1703]
table-row — [803, 2186, 1523, 2229]
issue-line: سال سی‌ام ♦ شماره ۶۲۵۹ — [1251, 57, 1489, 78]
plot-number-cell: ۶۳۷۲ — [1441, 2229, 1523, 2278]
plot-number-cell: ۶۴۸۰ — [695, 1704, 778, 1753]
table-row — [803, 1464, 1523, 1514]
plot-number-cell: ۶۴۰۸ — [695, 902, 778, 951]
table-row — [803, 1565, 1523, 1615]
plot-desc-cell: ششدانگ یک باب خانه به مساحت ۲۸۴/۳۷ متر مربع واقع در شهر لامرد- محله حسین آباد — [813, 1120, 1276, 1154]
signature-name: – ۱/م الف– منصور کشوری — [315, 2292, 519, 2311]
owner-name-cell: ابراهیم علی زاده فرزند حسن — [540, 1704, 694, 1753]
table-row — [803, 1264, 1523, 1314]
table-row — [57, 802, 778, 852]
plot-number-cell: ۶۴۳۳ — [695, 1304, 778, 1352]
plot-desc-cell: ششدانگ یک قطعه زمین محصور به مساحت ۲۰/۸۹ مترمربع واقع درشهرلامرد - محله حسین آباد خیابان توحید کوچه شماره ۵ که سهام هر کدام از مستدعین ثبت دو دانگ مشاع از ششدانگ عرصه و اعیان — [814, 1051, 1274, 1104]
lamerd-announcement-section — [31, 571, 1545, 2355]
table-row — [57, 1554, 778, 1604]
plot-number-cell: ۲۷۰۶/۳۵ — [1441, 1815, 1523, 1864]
owner-name-cell: نصرت پرتابیان فرزند قلی — [540, 953, 694, 1001]
justice-emblem — [1414, 591, 1516, 712]
plot-desc-cell: ششدانگ یک باب خانه به مساحت ۴۷۹/۱۷ متر مربع واقع در شهرلامرد- محله سورغال خیابان بهارستان — [834, 1772, 1254, 1806]
table-row — [57, 1404, 778, 1454]
table-row — [803, 1715, 1523, 1764]
owner-name-cell: ماهرخ دهقان فرزند غلام — [540, 1254, 694, 1302]
table-row — [803, 2229, 1523, 2279]
owner-name-cell: جعفر رضائی فرزند حسن — [540, 1003, 694, 1051]
plot-desc-cell: ششدانگ یک قطعه زمین کرسی چینی شده به مساحت ۱۳۲۰مترمربع واقع در شهرلامرد- بلوار شهید نعیمی — [831, 1722, 1257, 1756]
table-row — [803, 1764, 1523, 1814]
plot-number-cell: ۲۵۸۴/۶ — [1441, 1764, 1523, 1813]
plot-desc-cell: ششدانگ یک باب خانه به مساحت ۱۷۵/۶۴ متر مربع واقع در شهرلامرد- محله قلعه ملا — [64, 1818, 533, 1832]
pub-date-2: تاریخ انتشار نوبت دوم : ۱۴۰۳/۰۳/۰۱ — [593, 2235, 779, 2250]
owner-name-cell: روح اله دیمه فرزند عوض — [1285, 1113, 1440, 1161]
plot-desc-cell: ششدانگ یک قطعه زمین محصور به مساحت ۱۶۳/۰۴ مترمربع واقع در شهر لامرد- بلوار جهاد کوچه شماره ۱۷ — [73, 860, 523, 894]
plot-number-cell: ۲۳۷۲/۱ — [1441, 1213, 1523, 1261]
plot-desc-cell: ششدانگ یک باب خانه به مساحت ۲۴۶/۲۶ متر مربع واقع در شهرلامرد-محله خندق که سهام هر کدام از مستدعین ثبت سه دانگ مشاع از ششدانگ عرصه و اعیان — [811, 1522, 1278, 1555]
plot-number-cell: ۶۳۷۵ — [1441, 2279, 1523, 2328]
darab-pub-date-1: تاریخ انتشار نوبت اول: ۱-۲-۱۴۰۳ — [140, 505, 281, 518]
plot-number-cell: ۶۴۴۶ — [695, 1404, 778, 1452]
pub-date-1: تاریخ انتشار نوبت اول : ۱۴۰۳/۰۲/۰۱ — [594, 2207, 779, 2222]
plot-desc-cell: ششدانگ یک باب خانه به مساحت ۵۲۷/۵۰ متر مربع واقع در شهرلامرد- بلوار معلم - خیابان شهیدابراهیمی — [69, 1211, 528, 1244]
plot-desc-cell: ششدانگ یک قطعه زمین پی کنی شده به مساحت ۳۶۰ مترمربع واقع در شهر لامرد- خیابان قائم قطعه ۶۷ محله احمد آباد — [813, 1822, 1276, 1856]
table-row — [57, 902, 778, 952]
